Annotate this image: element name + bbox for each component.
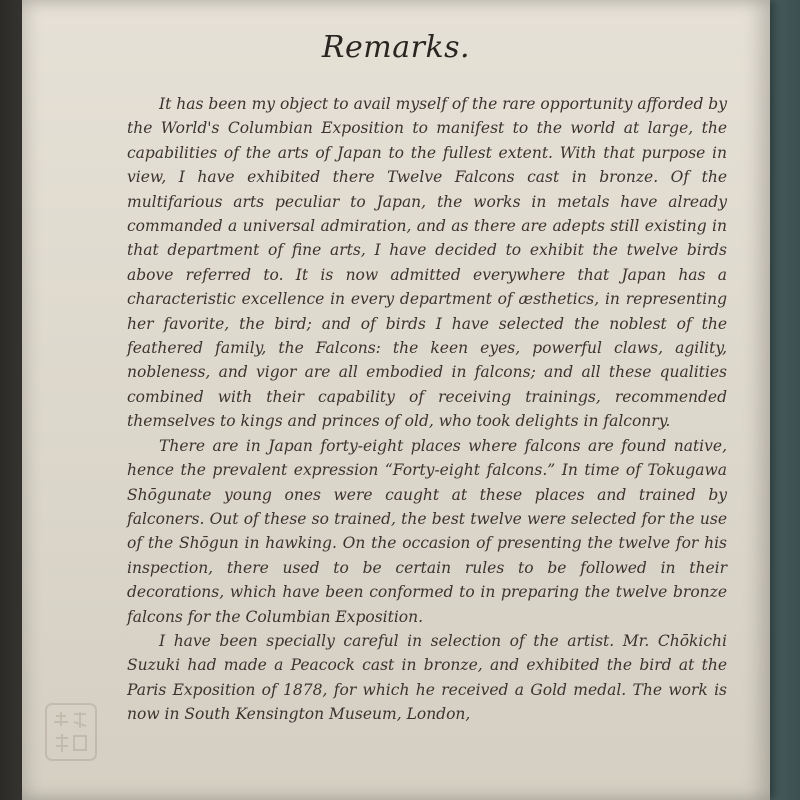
paragraph-1: It has been my object to avail myself of the rare opportunity afforded by the World's Columbian Exposition to manifest to the world at large, the capabilities of the arts of Japan to the fullest extent. With that purpose in view, I have exhibited there Twelve Falcons cast in bronze. Of the multifarious arts peculiar to Japan, the works in metals have already commanded a universal admiration, and as there are adepts still existing in that department of fine arts, I have decided to exhibit the twelve birds above referred to. It is now admitted everywhere that Japan has a characteristic excellence in every department of æsthetics, in representing her favorite, the bird; and of birds I have selected the noblest of the feathered family, the Falcons: the keen eyes, powerful claws, agility, nobleness, and vigor are all embodied in falcons; and all these qualities combined with their capability of receiving trainings, recommended themselves to kings and princes of old, who took delights in falconry. [127, 95, 727, 431]
paragraph-3: I have been specially careful in selection of the artist. Mr. Chōkichi Suzuki had made a Peacock cast in bronze, and exhibited the bird at the Paris Exposition of 1878, for which he received a Gold medal. The work is now in South Kensington Museum, London, [127, 631, 727, 724]
page-title: Remarks. [321, 30, 471, 65]
book-page [22, 0, 770, 800]
paragraph-2: There are in Japan forty-eight places where falcons are found native, hence the prevalent expression “Forty-eight falcons.” In time of Tokugawa Shōgunate young ones were caught at these places and trained by falconers. Out of these so trained, the best twelve were selected for the use of the Shōgun in hawking. On the occasion of presenting the twelve for his inspection, there used to be certain rules to be followed in their decorations, which have been conformed to in preparing the twelve bronze falcons for the Columbian Exposition. [127, 436, 727, 626]
body-text [127, 92, 727, 727]
watermark-seal-icon [42, 700, 100, 764]
